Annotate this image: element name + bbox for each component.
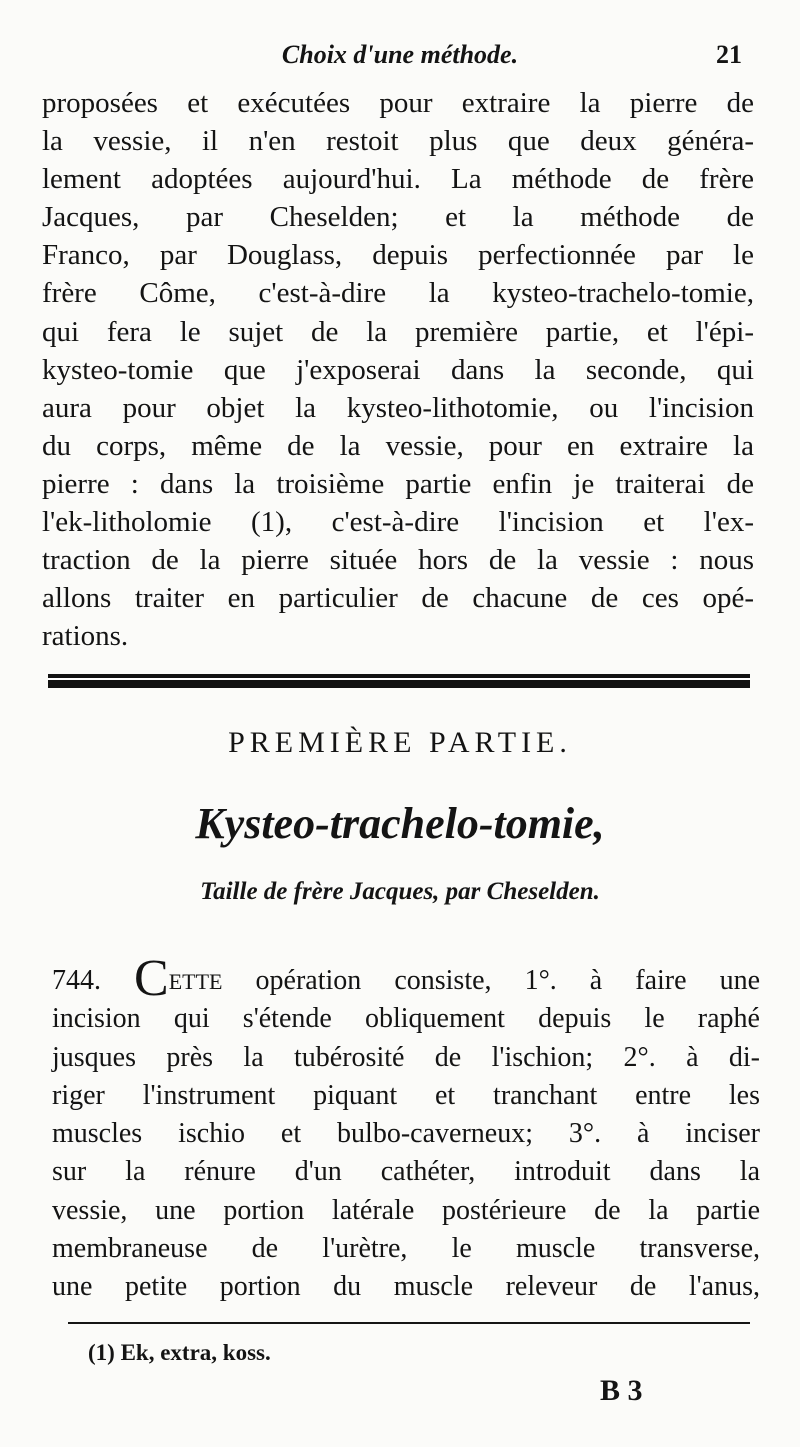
- text-line: qui fera le sujet de la première partie, et l'épi-: [42, 315, 754, 348]
- text-line: jusques près la tubérosité de l'ischion; 2°. à di-: [52, 1041, 760, 1073]
- text-line: l'ek-litholomie (1), c'est-à-dire l'incision et l'ex-: [42, 506, 754, 539]
- text-line: Jacques, par Cheselden; et la méthode de: [42, 201, 754, 234]
- footnote-rule: [68, 1322, 750, 1324]
- part-heading: PREMIÈRE PARTIE.: [228, 726, 572, 759]
- text-line: vessie, une portion latérale postérieure de la partie: [52, 1194, 760, 1226]
- text-line: rations.: [42, 620, 129, 653]
- paragraph-first-line: [52, 950, 761, 1007]
- text-line: incision qui s'étende obliquement depuis le raphé: [52, 1003, 760, 1035]
- text-line: une petite portion du muscle releveur de l'anus,: [52, 1271, 760, 1303]
- text-line: du corps, même de la vessie, pour en extraire la: [42, 429, 754, 462]
- section-subtitle: Taille de frère Jacques, par Cheselden.: [200, 878, 600, 905]
- text-line: aura pour objet la kysteo-lithotomie, ou l'incision: [42, 391, 754, 424]
- signature-mark: B 3: [600, 1374, 643, 1407]
- running-head: [50, 40, 750, 80]
- text-line: membraneuse de l'urètre, le muscle transverse,: [52, 1233, 760, 1265]
- intro-paragraph: [42, 84, 754, 655]
- paragraph-744: [52, 950, 761, 1307]
- text-line: proposées et exécutées pour extraire la pierre de: [42, 87, 754, 119]
- text-line: traction de la pierre située hors de la vessie : nous: [42, 544, 754, 577]
- text-line: riger l'instrument piquant et tranchant entre les: [52, 1079, 760, 1111]
- text-line: muscles ischio et bulbo-caverneux; 3°. à inciser: [52, 1118, 760, 1150]
- small-caps-word: ETTE: [168, 969, 223, 994]
- ornamental-rule: [48, 674, 750, 688]
- text-line: frère Côme, c'est-à-dire la kysteo-trachelo-tomie,: [42, 277, 754, 310]
- paragraph-number: 744.: [52, 965, 101, 996]
- running-title: Choix d'une méthode.: [281, 40, 519, 69]
- text-line: allons traiter en particulier de chacune de ces opé-: [42, 582, 754, 615]
- text-line: lement adoptées aujourd'hui. La méthode de frère: [42, 163, 754, 196]
- section-title: Kysteo-trachelo-tomie,: [195, 799, 605, 848]
- first-line-text: opération consiste, 1°. à faire une: [255, 965, 761, 996]
- text-line: pierre : dans la troisième partie enfin je traiterai de: [42, 467, 754, 500]
- page-number: 21: [716, 40, 742, 69]
- text-line: Franco, par Douglass, depuis perfectionnée par le: [42, 239, 754, 272]
- text-line: sur la rénure d'un cathéter, introduit dans la: [52, 1156, 760, 1188]
- footnote: (1) Ek, extra, koss.: [88, 1340, 271, 1365]
- text-line: la vessie, il n'en restoit plus que deux généra-: [42, 125, 754, 158]
- text-line: kysteo-tomie que j'exposerai dans la seconde, qui: [42, 353, 754, 386]
- drop-cap: C: [134, 950, 169, 1007]
